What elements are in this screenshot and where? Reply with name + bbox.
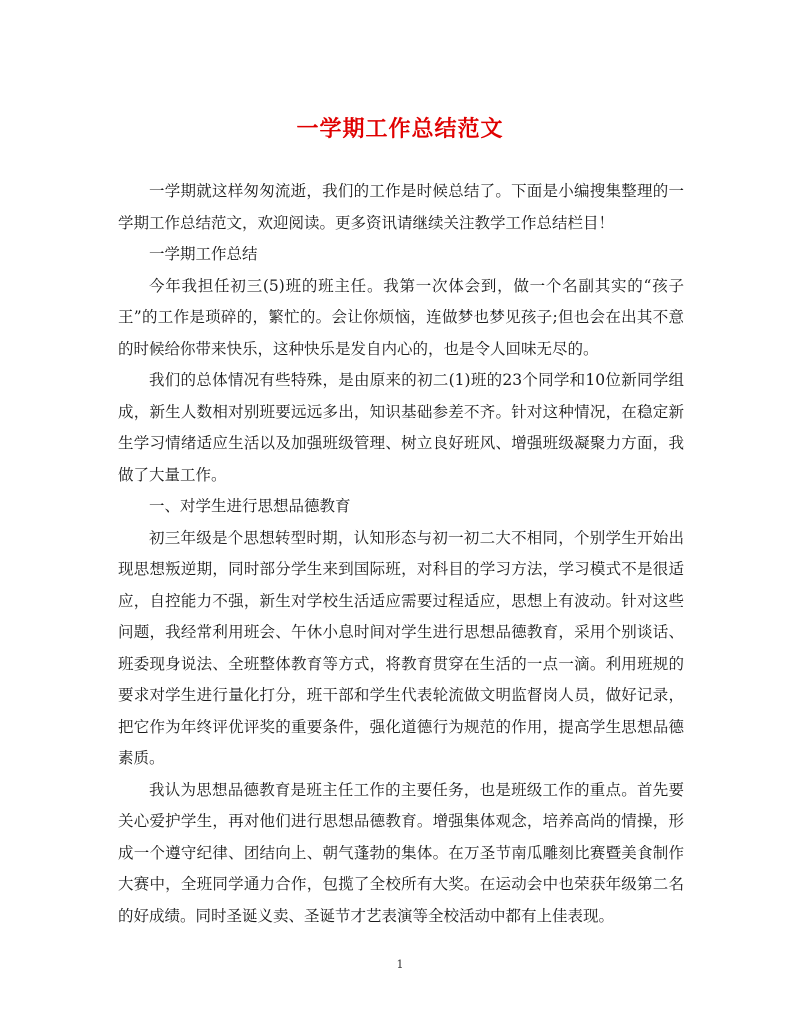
paragraph-class-situation: 我们的总体情况有些特殊，是由原来的初二(1)班的23个同学和10位新同学组成，新生人数相对别班要远远多出，知识基础参差不齐。针对这种情况，在稳定新生学习情绪适应生活以及加强班级管理、树立良好班风、增强班级凝聚力方面，我做了大量工作。 [118, 371, 684, 484]
paragraph-class-teacher: 今年我担任初三(5)班的班主任。我第一次体会到，做一个名副其实的“孩子王”的工作是琐碎的，繁忙的。会让你烦恼，连做梦也梦见孩子;但也会在出其不意的时候给你带来快乐，这种快乐是发自内心的，也是令人回味无尽的。 [118, 276, 684, 358]
page-number: 1 [396, 958, 404, 971]
document-body [118, 176, 684, 932]
paragraph-intro: 一学期就这样匆匆流逝，我们的工作是时候总结了。下面是小编搜集整理的一学期工作总结范文，欢迎阅读。更多资讯请继续关注教学工作总结栏目！ [118, 182, 684, 232]
document-title: 一学期工作总结范文 [296, 117, 504, 142]
paragraph-moral-education-task: 我认为思想品德教育是班主任工作的主要任务，也是班级工作的重点。首先要关心爱护学生，再对他们进行思想品德教育。增强集体观念，培养高尚的情操，形成一个遵守纪律、团结向上、朝气蓬勃的集体。在万圣节南瓜雕刻比赛暨美食制作大赛中，全班同学通力合作，包揽了全校所有大奖。在运动会中也荣获年级第二名的好成绩。同时圣诞义卖、圣诞节才艺表演等全校活动中都有上佳表现。 [118, 780, 684, 925]
section-heading-moral-education: 一、对学生进行思想品德教育 [149, 497, 351, 515]
paragraph-grade-three: 初三年级是个思想转型时期，认知形态与初一初二大不相同，个别学生开始出现思想叛逆期，同时部分学生来到国际班，对科目的学习方法，学习模式不是很适应，自控能力不强，新生对学校生活适应需要过程适应，思想上有波动。针对这些问题，我经常利用班会、午休小息时间对学生进行思想品德教育，采用个别谈话、班委现身说法、全班整体教育等方式，将教育贯穿在生活的一点一滴。利用班规的要求对学生进行量化打分，班干部和学生代表轮流做文明监督岗人员，做好记录，把它作为年终评优评奖的重要条件，强化道德行为规范的作用，提高学生思想品德素质。 [118, 528, 684, 767]
section-heading-summary: 一学期工作总结 [149, 245, 258, 263]
